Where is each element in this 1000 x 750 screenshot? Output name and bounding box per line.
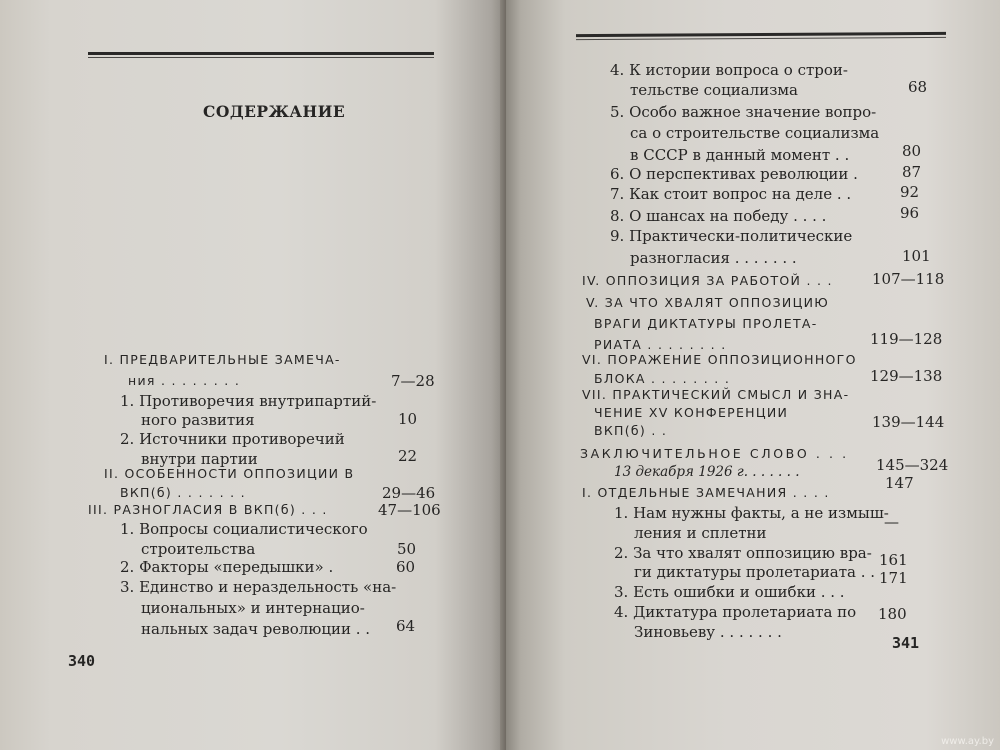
toc-line: 1. Вопросы социалистического — [120, 520, 368, 538]
toc-page-number: 10 — [398, 410, 418, 428]
toc-line: ВКП(б) . . . . . . . — [120, 485, 246, 500]
toc-line: строительства — [141, 540, 256, 558]
toc-line: разногласия . . . . . . . — [630, 249, 797, 267]
toc-line: ления и сплетни — [634, 524, 767, 542]
toc-page-number: 161 — [879, 551, 908, 569]
page-number-left: 340 — [68, 652, 96, 670]
toc-page-number: 101 — [902, 247, 931, 265]
toc-line: 3. Единство и нераздельность «на- — [120, 578, 397, 596]
toc-line: 9. Практически-политические — [610, 227, 853, 245]
contents-heading: СОДЕРЖАНИЕ — [203, 102, 346, 121]
toc-line: 3. Есть ошибки и ошибки . . . — [614, 583, 845, 601]
toc-line: V. ЗА ЧТО ХВАЛЯТ ОППОЗИЦИЮ — [586, 295, 830, 310]
toc-line: VI. ПОРАЖЕНИЕ ОППОЗИЦИОННОГО — [582, 352, 857, 367]
toc-page-number: 96 — [900, 204, 920, 222]
toc-line: II. ОСОБЕННОСТИ ОППОЗИЦИИ В — [104, 466, 355, 481]
watermark: www.ay.by — [941, 736, 994, 747]
toc-page-number: 180 — [878, 605, 907, 623]
right-top-rule — [576, 32, 946, 37]
toc-line: 5. Особо важное значение вопро- — [610, 103, 877, 121]
toc-page-number: 129—138 — [870, 367, 943, 385]
toc-page-number: 50 — [397, 540, 417, 558]
left-top-rule — [88, 52, 434, 55]
toc-line: VII. ПРАКТИЧЕСКИЙ СМЫСЛ И ЗНА- — [582, 387, 850, 402]
toc-line: ЗАКЛЮЧИТЕЛЬНОЕ СЛОВО . . . — [580, 446, 849, 461]
toc-page-number: 64 — [396, 617, 416, 635]
toc-line: 2. За что хвалят оппозицию вра- — [614, 544, 872, 562]
toc-line: ги диктатуры пролетариата . . — [634, 563, 876, 581]
toc-line: циональных» и интернацио- — [141, 599, 365, 617]
toc-page-number: 80 — [902, 142, 922, 160]
toc-line: тельстве социализма — [630, 81, 798, 99]
right-page — [506, 0, 1000, 750]
toc-line: 2. Источники противоречий — [120, 430, 345, 448]
toc-line: IV. ОППОЗИЦИЯ ЗА РАБОТОЙ . . . — [582, 273, 833, 288]
toc-line: I. ПРЕДВАРИТЕЛЬНЫЕ ЗАМЕЧА- — [104, 352, 341, 367]
toc-page-number: 29—46 — [382, 484, 436, 502]
toc-line: 4. К истории вопроса о строи- — [610, 61, 848, 79]
toc-line: ния . . . . . . . . — [128, 373, 241, 388]
toc-page-number: 47—106 — [378, 501, 441, 519]
toc-page-number: 60 — [396, 558, 416, 576]
toc-line: 1. Нам нужны факты, а не измыш- — [614, 504, 889, 522]
toc-page-number: 7—28 — [391, 372, 435, 390]
toc-line: I. ОТДЕЛЬНЫЕ ЗАМЕЧАНИЯ . . . . — [582, 485, 830, 500]
toc-line: 8. О шансах на победу . . . . — [610, 207, 827, 225]
toc-line: РИАТА . . . . . . . . — [594, 337, 727, 352]
toc-line: 2. Факторы «передышки» . — [120, 558, 334, 576]
toc-line: 6. О перспективах революции . — [610, 165, 858, 183]
toc-page-number: — — [884, 513, 899, 531]
toc-page-number: 107—118 — [872, 270, 945, 288]
toc-page-number: 119—128 — [870, 330, 943, 348]
toc-page-number: 87 — [902, 163, 922, 181]
toc-line: внутри партии — [141, 450, 258, 468]
toc-line: нальных задач революции . . — [141, 620, 371, 638]
toc-line: в СССР в данный момент . . — [630, 146, 850, 164]
toc-page-number: 139—144 — [872, 413, 945, 431]
toc-line: 4. Диктатура пролетариата по — [614, 603, 857, 621]
toc-line: ВКП(б) . . — [594, 423, 668, 438]
toc-page-number: 171 — [879, 569, 908, 587]
toc-line: ЧЕНИЕ XV КОНФЕРЕНЦИИ — [594, 405, 789, 420]
toc-page-number: 68 — [908, 78, 928, 96]
toc-line: ВРАГИ ДИКТАТУРЫ ПРОЛЕТА- — [594, 316, 818, 331]
toc-line: ного развития — [141, 411, 255, 429]
toc-line: са о строительстве социализма — [630, 124, 880, 142]
toc-page-number: 92 — [900, 183, 920, 201]
toc-line: БЛОКА . . . . . . . . — [594, 371, 731, 386]
toc-line: Зиновьеву . . . . . . . — [634, 623, 782, 641]
toc-page-number: 22 — [398, 447, 418, 465]
toc-line: III. РАЗНОГЛАСИЯ В ВКП(б) . . . — [88, 502, 328, 517]
toc-page-number: 147 — [885, 474, 914, 492]
page-number-right: 341 — [892, 634, 920, 652]
toc-line: 1. Противоречия внутрипартий- — [120, 392, 377, 410]
toc-line: 13 декабря 1926 г. . . . . . . — [614, 464, 800, 480]
toc-line: 7. Как стоит вопрос на деле . . — [610, 185, 852, 203]
toc-page-number: 145—324 — [876, 456, 949, 474]
